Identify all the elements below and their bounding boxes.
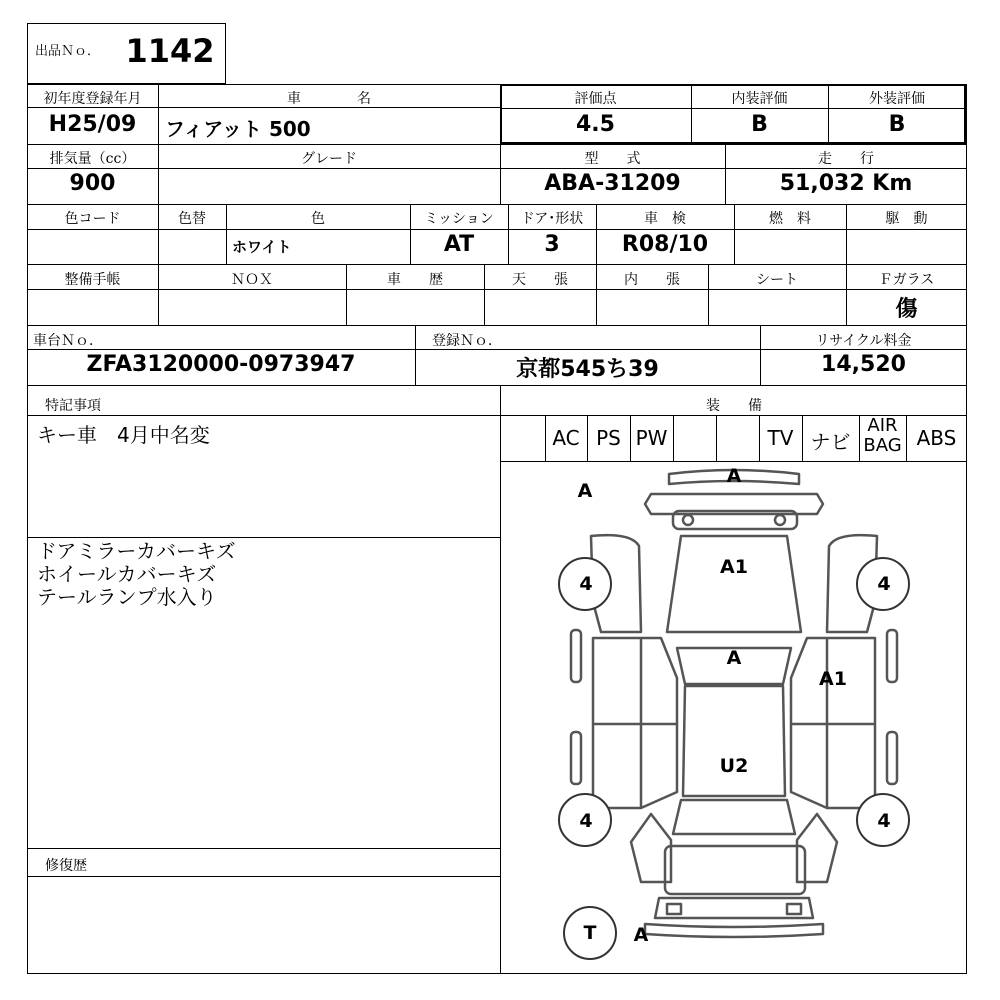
door-label: ドア･形状 [520,211,584,227]
equipment-pw: PW [635,426,668,450]
car-diagram [501,462,967,974]
notes-line-2: ドアミラーカバーキズ [37,539,236,563]
mark-roof: U2 [719,755,749,777]
mark-front-left: A [577,480,593,502]
roof-shape [683,686,785,796]
recycle-label: リサイクル料金 [815,333,912,349]
inspection-label: 車 検 [644,211,686,227]
seat-label: シート [756,272,798,288]
displacement-label: 排気量（cc） [49,151,136,167]
mark-tire-rr: 4 [877,810,891,832]
trunk-shape [665,846,805,894]
chassis-label: 車台Ｎｏ． [33,333,103,349]
grade-label: グレード [301,151,357,167]
mark-tire-fr: 4 [877,573,891,595]
registration-value: 京都545ち39 [516,357,659,382]
notes-label: 特記事項 [45,398,101,414]
rear-window-shape [673,800,795,834]
exterior-value: B [888,112,906,137]
score-value: 4.5 [576,112,615,137]
repair-label: 修復歴 [45,858,87,874]
fuel-label: 燃 料 [769,211,811,227]
color-change-label: 色替 [178,211,206,227]
chassis-value: ZFA3120000-0973947 [86,352,356,377]
registration-label: 登録Ｎｏ． [432,333,502,349]
mark-roof-front: A [726,647,742,669]
notes-line-4: テールランプ水入り [37,585,217,609]
equipment-airbag-1: AIR [867,415,898,436]
mileage-value: 51,032 Km [779,171,913,196]
equipment-ac: AC [552,426,580,450]
score-label: 評価点 [574,91,617,107]
mark-front-bumper: A [726,465,742,487]
mark-spare-tire: T [583,922,597,944]
model-value: ABA-31209 [544,171,681,196]
door-value: 3 [544,232,560,257]
roof-label: 天 張 [512,272,568,288]
mark-tire-fl: 4 [579,573,593,595]
mission-label: ミッション [424,211,494,227]
mark-rear-bumper: A [633,924,649,946]
equipment-tv: TV [767,426,794,450]
mileage-label: 走 行 [818,151,874,167]
color-value: ホワイト [232,238,292,256]
maintenance-label: 整備手帳 [64,272,121,288]
nox-label: ＮＯＸ [231,272,273,288]
color-code-label: 色コード [64,211,121,227]
inspection-value: R08/10 [621,232,709,257]
interior-trim-label: 内 張 [624,272,680,288]
windshield-shape [667,536,801,632]
mission-value: AT [443,232,475,257]
mark-tire-rl: 4 [579,810,593,832]
equipment-navi: ナビ [810,430,851,454]
exterior-label: 外装評価 [869,91,925,107]
equipment-ps: PS [596,426,621,450]
reg-year-label: 初年度登録年月 [43,91,142,107]
car-name-value: フィアット 500 [165,117,311,141]
notes-line-1: キー車 4月中名変 [37,423,210,447]
drive-label: 駆 動 [885,211,928,227]
glass-value: 傷 [895,297,918,322]
model-label: 型 式 [584,151,641,167]
mark-windshield: A1 [720,556,748,578]
car-name-label: 車 名 [287,91,371,107]
equipment-abs: ABS [916,426,957,450]
interior-value: B [751,112,768,137]
notes-line-3: ホイールカバーキズ [37,562,217,586]
recycle-value: 14,520 [821,352,906,377]
interior-label: 内装評価 [731,91,788,107]
lot-number: 1142 [125,32,215,70]
lot-label: 出品Ｎｏ． [35,44,101,59]
history-label: 車 歴 [387,272,443,288]
reg-year-value: H25/09 [48,112,137,137]
mark-right-door: A1 [819,668,847,690]
glass-label: Ｆガラス [878,272,935,288]
equipment-airbag-2: BAG [863,435,902,456]
equipment-label: 装 備 [706,398,762,414]
color-label: 色 [311,211,325,227]
displacement-value: 900 [69,171,116,196]
